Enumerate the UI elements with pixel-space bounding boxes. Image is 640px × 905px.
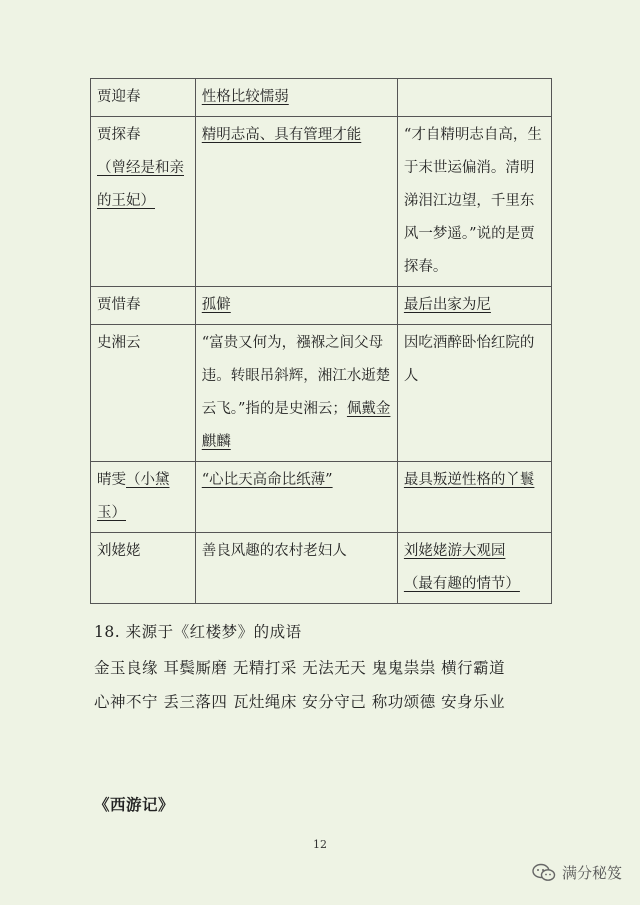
section-18-heading: 18. 来源于《红楼梦》的成语 xyxy=(94,623,302,641)
character-trait: 孤僻 xyxy=(201,297,231,313)
table-row xyxy=(91,287,552,325)
character-note: 最后出家为尼 xyxy=(403,297,491,313)
character-name: 贾探春 xyxy=(97,127,141,143)
character-trait: “心比天高命比纸薄” xyxy=(201,472,333,488)
character-name: 刘姥姥 xyxy=(91,533,196,604)
idioms-line-2: 心神不宁 丢三落四 瓦灶绳床 安分守己 称功颂德 安身乐业 xyxy=(94,693,506,711)
watermark-text: 满分秘笈 xyxy=(561,864,622,882)
character-note: 因吃酒醉卧怡红院的人 xyxy=(397,325,551,462)
character-note xyxy=(397,79,551,117)
character-name: 贾迎春 xyxy=(91,79,196,117)
character-name-extra: （小黛玉） xyxy=(97,472,170,521)
table-row xyxy=(91,79,552,117)
character-trait: 性格比较懦弱 xyxy=(201,89,289,105)
character-table xyxy=(90,78,552,604)
character-name-extra: （曾经是和亲的王妃） xyxy=(97,160,184,209)
table-row xyxy=(91,533,552,604)
character-trait-underlined: 佩戴金麒麟 xyxy=(201,401,391,450)
watermark xyxy=(532,862,622,883)
character-trait: “富贵又何为，襁褓之间父母违。转眼吊斜辉，湘江水逝楚云飞。”指的是史湘云； xyxy=(201,335,391,417)
character-note: 最具叛逆性格的丫鬟 xyxy=(403,472,535,488)
table-row xyxy=(91,462,552,533)
character-note-extra: （最有趣的情节） xyxy=(403,576,520,592)
table-row xyxy=(91,325,552,462)
idioms-line-1: 金玉良缘 耳鬓厮磨 无精打采 无法无天 鬼鬼祟祟 横行霸道 xyxy=(94,659,506,677)
page-number: 12 xyxy=(313,838,327,851)
character-note: 刘姥姥游大观园 xyxy=(403,543,506,559)
table-row xyxy=(91,117,552,287)
wechat-icon xyxy=(532,863,556,883)
character-name: 晴雯 xyxy=(97,472,126,488)
next-section-title: 《西游记》 xyxy=(94,795,175,814)
character-trait: 精明志高、具有管理才能 xyxy=(201,127,362,143)
character-note: “才自精明志自高，生于末世运偏消。清明涕泪江边望，千里东风一梦遥。”说的是贾探春。 xyxy=(397,117,551,287)
character-name: 史湘云 xyxy=(91,325,196,462)
character-trait: 善良风趣的农村老妇人 xyxy=(195,533,397,604)
character-name: 贾惜春 xyxy=(91,287,196,325)
